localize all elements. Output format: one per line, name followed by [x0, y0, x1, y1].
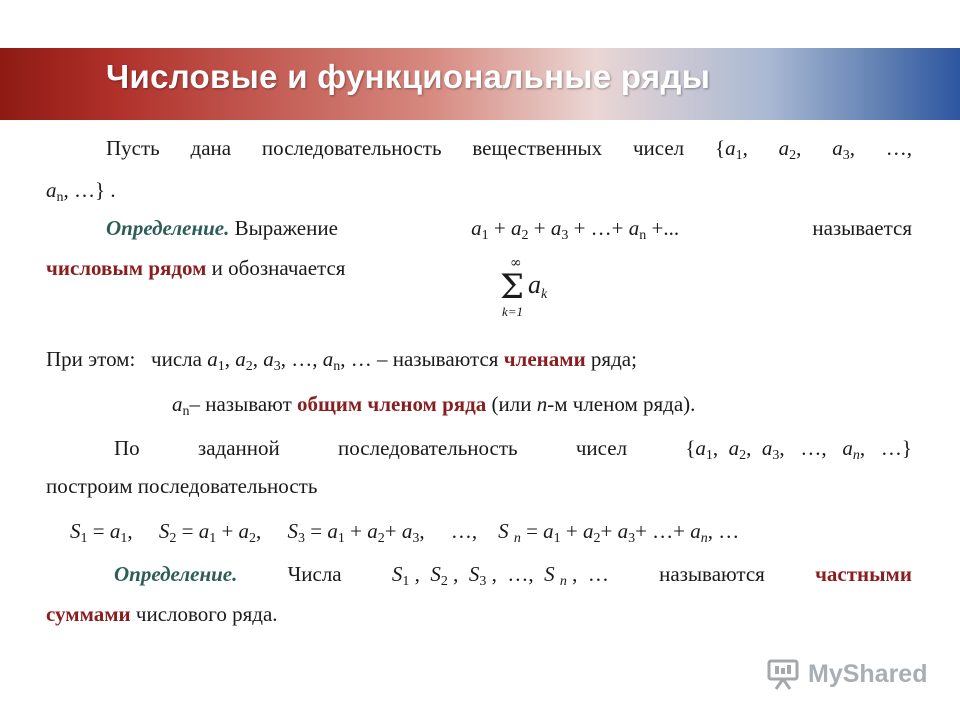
- p5-word: чисел: [575, 436, 628, 460]
- p1-end: , …} .: [63, 178, 116, 202]
- paragraph-partial-sums-def: [114, 562, 912, 587]
- paragraph-sequence: [106, 136, 912, 161]
- series-a: a: [550, 216, 562, 240]
- p3-dash: – называются: [376, 347, 499, 371]
- seq-sep: ,: [252, 347, 264, 371]
- p2-called: называется: [812, 216, 912, 240]
- partial-sums-formula: $S_1 = a_1$, $S_2 = a_1 + a_2$, $S_3 = a_1 + a_2+ a_3$, …, S $_n = a_1 + a_2+ a_3+$ …+ $a_n$, …: [70, 519, 740, 546]
- term-numeric-series: числовым рядом: [46, 256, 207, 280]
- p1-subn: n: [56, 190, 64, 205]
- series-op: +: [488, 216, 511, 240]
- series-sub: 1: [481, 228, 489, 243]
- sum-upper-limit: ∞: [510, 255, 522, 271]
- term-general-member: общим членом ряда: [297, 392, 487, 416]
- seq-sep: , …: [340, 347, 372, 371]
- p3-tail: ряда;: [590, 347, 637, 371]
- seq-sub: 3: [273, 359, 281, 374]
- paragraph-definition-series: [106, 216, 912, 241]
- p1-a1: a: [725, 136, 736, 160]
- series-a: a: [628, 216, 640, 240]
- p4-tail-a: (или: [491, 392, 532, 416]
- myshared-logo: [766, 656, 927, 692]
- p4-sub: n: [182, 404, 190, 419]
- p2-denoted: и обозначается: [211, 256, 346, 280]
- S1: S: [70, 519, 81, 543]
- term-sums: суммами: [46, 602, 131, 626]
- seq-sub: n: [333, 359, 341, 374]
- seq-sub: 2: [245, 359, 253, 374]
- sigma-symbol: Σ: [500, 267, 525, 307]
- p5-word: последовательность: [338, 436, 518, 460]
- paragraph-sequence-cont: [46, 178, 116, 203]
- p1-text: Пусть дана последовательность вещественных чисел {: [106, 136, 726, 160]
- paragraph-general-term: [172, 392, 695, 417]
- p5-word: заданной: [197, 436, 280, 460]
- slide-title: Числовые и функциональные ряды: [106, 58, 711, 95]
- p4-dash: – называют: [189, 392, 292, 416]
- presentation-board-icon: [766, 657, 802, 691]
- sum-term: a: [528, 270, 541, 299]
- seq-a: a: [235, 347, 246, 371]
- logo-text: MyShared: [808, 659, 928, 688]
- seq-sep: ,: [224, 347, 236, 371]
- p2-word: Выражение: [234, 216, 338, 240]
- series-sub: n: [639, 228, 647, 243]
- series-op: + …+: [568, 216, 629, 240]
- p1-comma: ,: [796, 136, 833, 160]
- p7-word: Числа: [287, 562, 342, 586]
- p5-word: По: [114, 436, 140, 460]
- seq-a: a: [322, 347, 334, 371]
- p4-a: a: [172, 392, 183, 416]
- p5-set: {$a_1$, $a_2$, $a_3$, …, $a_n$, …}: [685, 436, 912, 463]
- seq-a: a: [263, 347, 274, 371]
- paragraph-partial-sums-cont: [46, 602, 278, 627]
- definition-label-2: Определение.: [114, 562, 238, 586]
- series-a: a: [510, 216, 522, 240]
- paragraph-construct-cont: [46, 474, 317, 499]
- p1-a3: a: [832, 136, 843, 160]
- seq-a: a: [207, 347, 218, 371]
- paragraph-definition-cont: [46, 256, 345, 281]
- p7-tail: числового ряда.: [135, 602, 278, 626]
- sum-lower-limit: k=1: [502, 304, 524, 319]
- term-members: членами: [503, 347, 586, 371]
- p1-comma: ,: [742, 136, 779, 160]
- p7-mid: называются: [659, 562, 765, 586]
- p1-an: a: [46, 178, 57, 202]
- p4-tail-b: -м членом ряда).: [547, 392, 696, 416]
- seq-sep: , …,: [280, 347, 323, 371]
- p7-sums: $S_1$ , $S_2$ , $S_3$ , …, S $_n$ , …: [391, 562, 609, 589]
- p1-sub2: 2: [789, 148, 797, 163]
- p1-tail: , …,: [849, 136, 913, 160]
- S3: S: [287, 519, 299, 543]
- p1-a2: a: [778, 136, 790, 160]
- definition-label: Определение.: [106, 216, 230, 240]
- series-expression: [471, 216, 679, 241]
- paragraph-members: [46, 347, 637, 372]
- p5-line2: построим последовательность: [46, 474, 318, 498]
- series-sub: 2: [521, 228, 529, 243]
- paragraph-construct: [114, 436, 912, 461]
- p3-numbers: числа: [151, 347, 202, 371]
- sum-formula: [498, 254, 562, 320]
- p1-sub3: 3: [842, 148, 850, 163]
- S2: S: [158, 519, 170, 543]
- term-partial: частными: [815, 562, 912, 586]
- series-op: +...: [646, 216, 680, 240]
- series-sub: 3: [561, 228, 569, 243]
- seq-sub: 1: [217, 359, 225, 374]
- p3-lead: При этом:: [46, 347, 136, 371]
- series-a: a: [471, 216, 482, 240]
- p1-sub1: 1: [735, 148, 743, 163]
- sum-term-sub: k: [541, 287, 548, 302]
- Sn: S: [498, 519, 509, 543]
- p4-n: n: [536, 392, 548, 416]
- series-op: +: [528, 216, 551, 240]
